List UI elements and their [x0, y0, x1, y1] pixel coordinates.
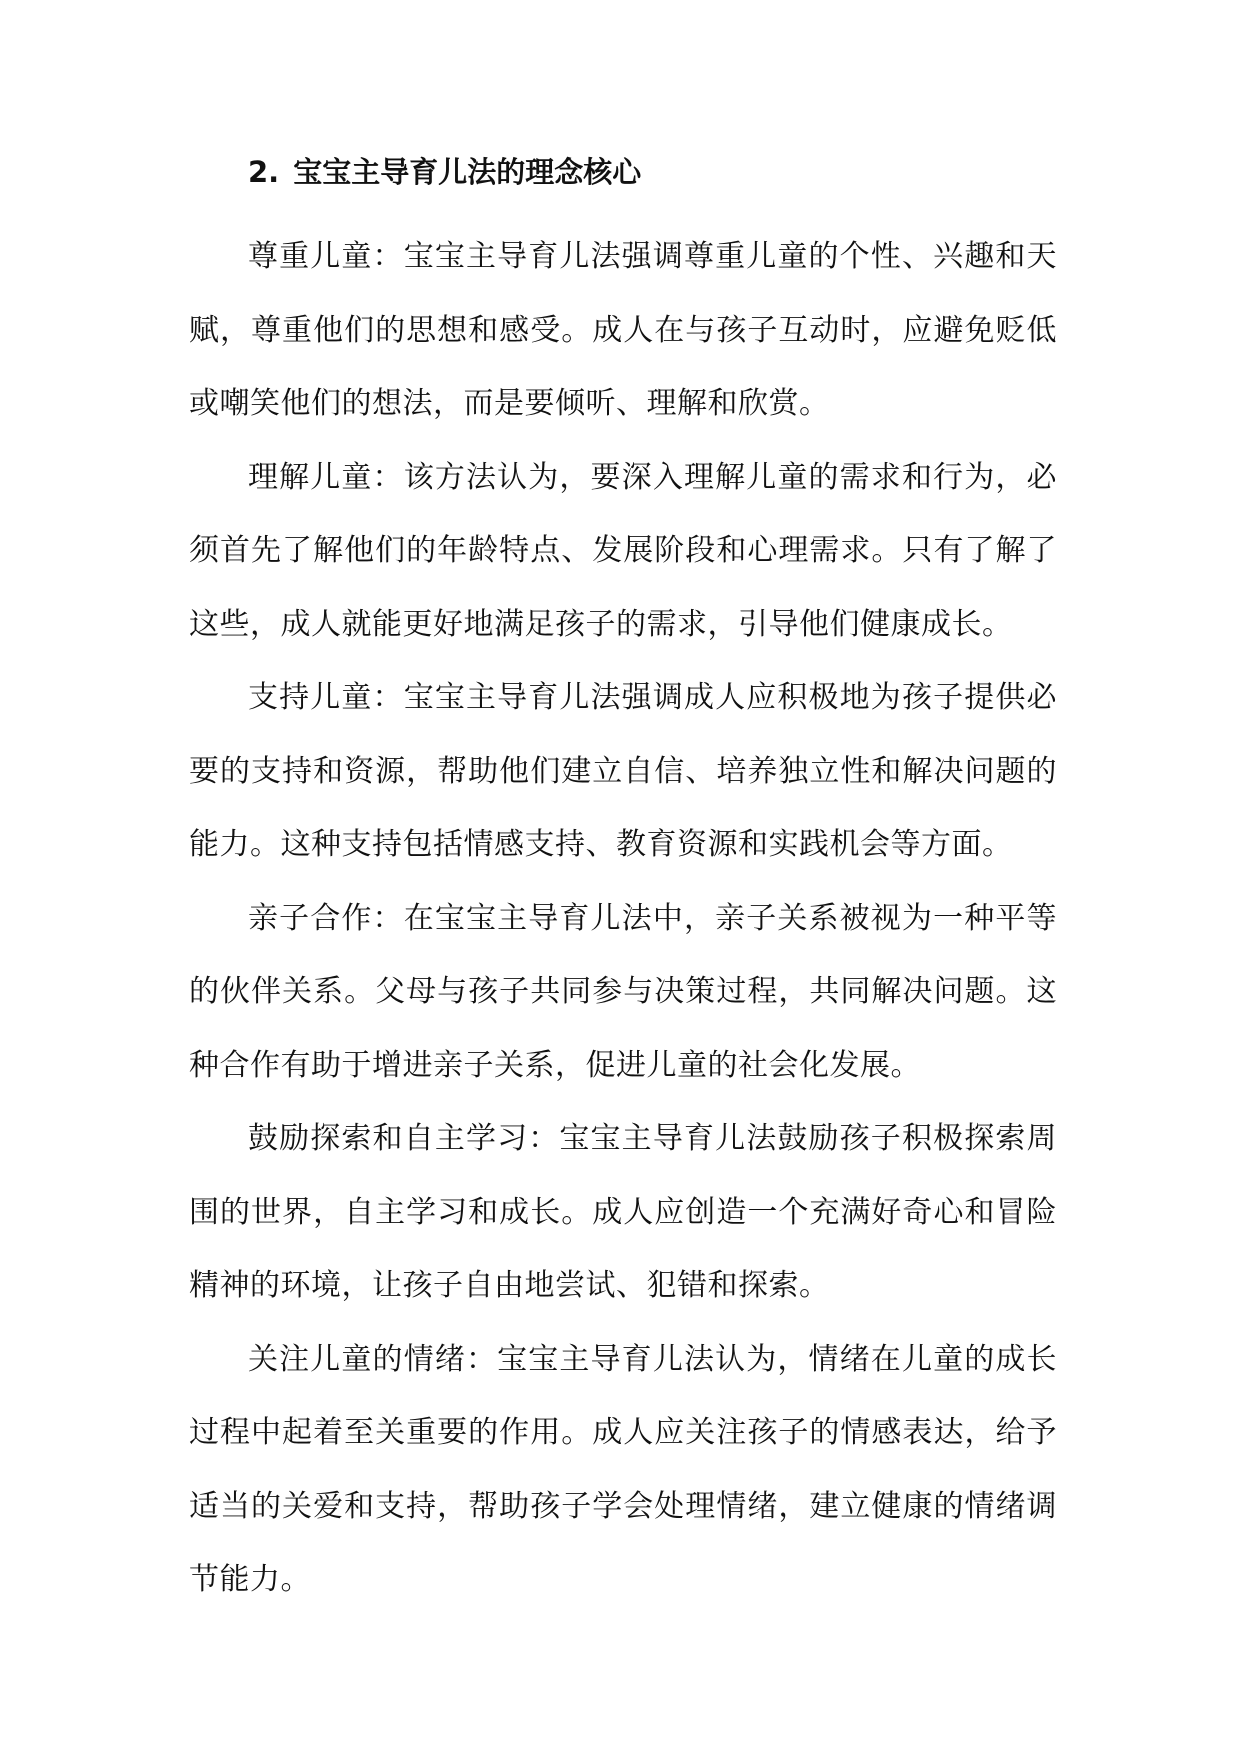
- paragraph-respect-children: 尊重儿童：宝宝主导育儿法强调尊重儿童的个性、兴趣和天赋，尊重他们的思想和感受。成人在与孩子互动时，应避免贬低或嘲笑他们的想法，而是要倾听、理解和欣赏。: [189, 239, 1057, 421]
- section-heading: [248, 150, 641, 194]
- paragraph-parent-child-cooperation: 亲子合作：在宝宝主导育儿法中，亲子关系被视为一种平等的伙伴关系。父母与孩子共同参与决策过程，共同解决问题。这种合作有助于增进亲子关系，促进儿童的社会化发展。: [189, 900, 1057, 1083]
- paragraph-understand-children: 理解儿童：该方法认为，要深入理解儿童的需求和行为，必须首先了解他们的年龄特点、发展阶段和心理需求。只有了解了这些，成人就能更好地满足孩子的需求，引导他们健康成长。: [189, 459, 1057, 642]
- section-number: 2.: [248, 155, 280, 189]
- body-text: [189, 220, 1057, 1617]
- section-title: 宝宝主导育儿法的理念核心: [293, 155, 642, 189]
- paragraph-support-children: 支持儿童：宝宝主导育儿法强调成人应积极地为孩子提供必要的支持和资源，帮助他们建立自信、培养独立性和解决问题的能力。这种支持包括情感支持、教育资源和实践机会等方面。: [189, 680, 1057, 862]
- paragraph-encourage-exploration: 鼓励探索和自主学习：宝宝主导育儿法鼓励孩子积极探索周围的世界，自主学习和成长。成人应创造一个充满好奇心和冒险精神的环境，让孩子自由地尝试、犯错和探索。: [189, 1121, 1057, 1303]
- paragraph-focus-on-emotions: 关注儿童的情绪：宝宝主导育儿法认为，情绪在儿童的成长过程中起着至关重要的作用。成人应关注孩子的情感表达，给予适当的关爱和支持，帮助孩子学会处理情绪，建立健康的情绪调节能力。: [189, 1341, 1057, 1597]
